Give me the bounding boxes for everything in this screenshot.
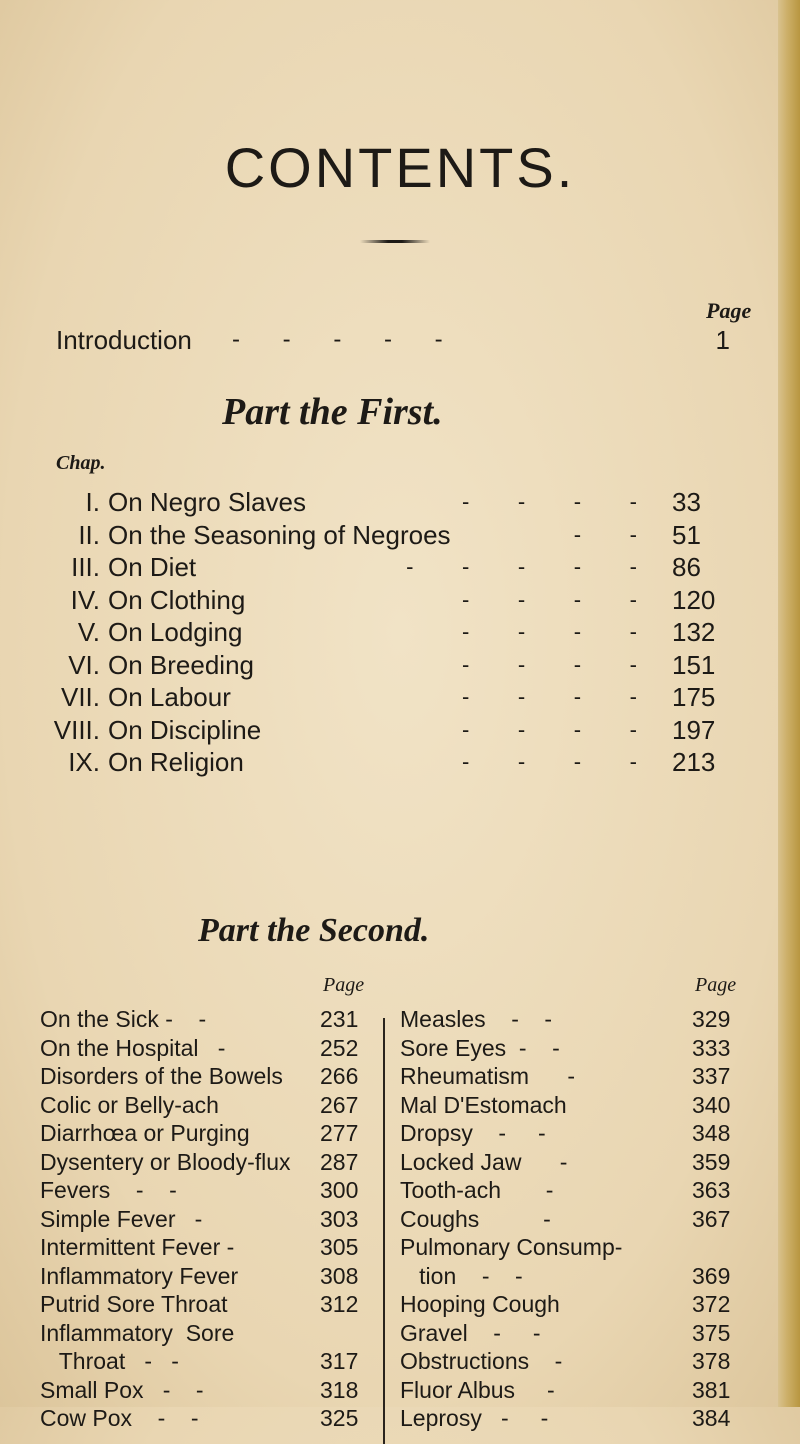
chapter-dashes: - - - - xyxy=(462,749,640,774)
disease-entry: Pulmonary Consump- xyxy=(400,1234,623,1260)
chapter-dashes: - - - - xyxy=(462,684,640,709)
chapter-number: VIII. xyxy=(53,714,100,745)
chapter-dashes: - - - - xyxy=(462,716,640,742)
chapter-title: On Negro Slaves xyxy=(108,487,306,517)
chapter-number: IV. xyxy=(70,584,100,615)
disease-entry: On the Hospital - xyxy=(40,1034,226,1061)
disease-page: 384 xyxy=(692,1405,731,1431)
disease-entry: Measles - - xyxy=(400,1006,553,1032)
disease-entry: Small Pox - - xyxy=(40,1376,204,1403)
disease-entry: Hooping Cough xyxy=(400,1291,560,1317)
disease-entry: Throat - - xyxy=(40,1348,179,1374)
page-title: CONTENTS. xyxy=(224,136,576,199)
chapter-dashes: - - - - - xyxy=(406,554,640,579)
disease-page: 363 xyxy=(692,1177,731,1203)
disease-page: 325 xyxy=(320,1405,359,1431)
disease-page: 252 xyxy=(320,1034,359,1061)
disease-page: 303 xyxy=(320,1205,359,1232)
disease-entry: Dropsy - - xyxy=(400,1120,546,1146)
disease-page: 329 xyxy=(692,1006,731,1032)
disease-page: 287 xyxy=(320,1148,359,1175)
disease-entry: Gravel - - xyxy=(400,1319,541,1346)
chapter-dashes: - - xyxy=(573,521,640,547)
disease-page: 308 xyxy=(320,1262,359,1289)
chapter-page: 213 xyxy=(672,747,716,777)
chapter-number: VI. xyxy=(68,649,100,680)
chapter-row xyxy=(0,517,760,553)
disease-page: 317 xyxy=(320,1348,359,1374)
chapter-number: II. xyxy=(78,519,100,550)
chapter-row xyxy=(0,582,760,618)
chapter-number: III. xyxy=(71,552,100,582)
disease-entry: Coughs - xyxy=(400,1205,551,1232)
chapter-number: V. xyxy=(77,617,100,647)
chapter-dashes: - - - - xyxy=(462,489,640,514)
disease-entry: Cow Pox - - xyxy=(40,1405,199,1431)
disease-page: 277 xyxy=(320,1120,359,1146)
introduction-dashes: - - - - - xyxy=(232,326,461,353)
disease-page: 312 xyxy=(320,1291,359,1317)
disease-page: 369 xyxy=(692,1262,731,1289)
disease-entry: Mal D'Estomach xyxy=(400,1091,567,1118)
disease-page: 300 xyxy=(320,1177,359,1203)
chapter-title: On Clothing xyxy=(108,584,246,615)
introduction-label: Introduction xyxy=(56,325,192,355)
page-label-right: Page xyxy=(695,974,737,996)
disease-entry: Tooth-ach - xyxy=(400,1177,554,1203)
chapter-number: IX. xyxy=(68,747,100,777)
disease-entry: Obstructions - xyxy=(400,1348,563,1374)
chapter-page: 120 xyxy=(672,584,716,615)
chapter-number: VII. xyxy=(60,682,100,712)
chapter-title: On Religion xyxy=(108,747,244,777)
chapter-title: On Lodging xyxy=(108,617,243,647)
disease-page: 340 xyxy=(692,1091,731,1118)
chapter-number: I. xyxy=(85,487,100,517)
chapter-row xyxy=(0,712,760,748)
chapter-page: 151 xyxy=(672,649,716,680)
disease-page: 305 xyxy=(320,1234,359,1260)
chapter-title: On Diet xyxy=(108,552,197,582)
chapter-dashes: - - - - xyxy=(462,586,640,612)
disease-page: 378 xyxy=(692,1348,731,1374)
disease-entry: Rheumatism - xyxy=(400,1063,576,1089)
chapter-row xyxy=(0,744,760,780)
disease-entry: Sore Eyes - - xyxy=(400,1034,560,1061)
chapter-row xyxy=(0,614,760,650)
disease-page: 231 xyxy=(320,1006,359,1032)
disease-entry: Simple Fever - xyxy=(40,1205,203,1232)
introduction-page: 1 xyxy=(715,325,730,355)
chapter-title: On the Seasoning of Negroes xyxy=(108,519,451,550)
disease-page: 267 xyxy=(320,1091,359,1118)
disease-entry: Inflammatory Sore xyxy=(40,1319,235,1346)
disease-entry: Locked Jaw - xyxy=(400,1148,568,1175)
chapter-row xyxy=(0,679,760,715)
disease-entry: Fluor Albus - xyxy=(400,1376,555,1403)
column-divider xyxy=(383,1018,385,1444)
disease-page: 318 xyxy=(320,1376,359,1403)
disease-entry: Intermittent Fever - xyxy=(40,1234,235,1260)
title-rule xyxy=(360,240,430,243)
disease-entry: Inflammatory Fever xyxy=(40,1262,239,1289)
disease-page: 266 xyxy=(320,1063,359,1089)
disease-page: 381 xyxy=(692,1376,731,1403)
disease-entry: tion - - xyxy=(400,1262,523,1289)
page-edge xyxy=(778,0,800,1407)
chapter-page: 132 xyxy=(672,617,716,647)
disease-entry: Putrid Sore Throat xyxy=(40,1291,228,1317)
chapter-page: 51 xyxy=(672,519,701,550)
chapter-title: On Breeding xyxy=(108,649,254,680)
disease-entry: Colic or Belly-ach xyxy=(40,1091,219,1118)
chapter-title: On Discipline xyxy=(108,714,262,745)
disease-entry: Dysentery or Bloody-flux xyxy=(40,1148,291,1175)
chapter-title: On Labour xyxy=(108,682,231,712)
chapter-page: 175 xyxy=(672,682,716,712)
page-label-left: Page xyxy=(323,974,365,996)
part-two-heading: Part the Second. xyxy=(198,912,430,949)
chapter-row xyxy=(0,647,760,683)
disease-entry: On the Sick - - xyxy=(40,1006,207,1032)
disease-entry: Fevers - - xyxy=(40,1177,177,1203)
chapter-page: 86 xyxy=(672,552,701,582)
chapter-page: 197 xyxy=(672,714,716,745)
disease-page: 359 xyxy=(692,1148,731,1175)
disease-page: 337 xyxy=(692,1063,731,1089)
disease-page: 348 xyxy=(692,1120,731,1146)
disease-page: 367 xyxy=(692,1205,731,1232)
disease-entry: Disorders of the Bowels xyxy=(40,1063,283,1089)
chapter-row xyxy=(0,484,760,520)
part-one-heading: Part the First. xyxy=(222,391,443,433)
chapter-dashes: - - - - xyxy=(462,619,640,644)
disease-entry: Diarrhœa or Purging xyxy=(40,1120,250,1146)
disease-page: 333 xyxy=(692,1034,731,1061)
chapter-page: 33 xyxy=(672,487,701,517)
disease-page: 375 xyxy=(692,1319,731,1346)
disease-page: 372 xyxy=(692,1291,731,1317)
chap-label: Chap. xyxy=(56,452,106,474)
chapter-row xyxy=(0,549,760,585)
disease-entry: Leprosy - - xyxy=(400,1405,549,1431)
chapter-dashes: - - - - xyxy=(462,651,640,677)
page-column-header: Page xyxy=(706,298,752,323)
introduction-row xyxy=(56,322,192,358)
